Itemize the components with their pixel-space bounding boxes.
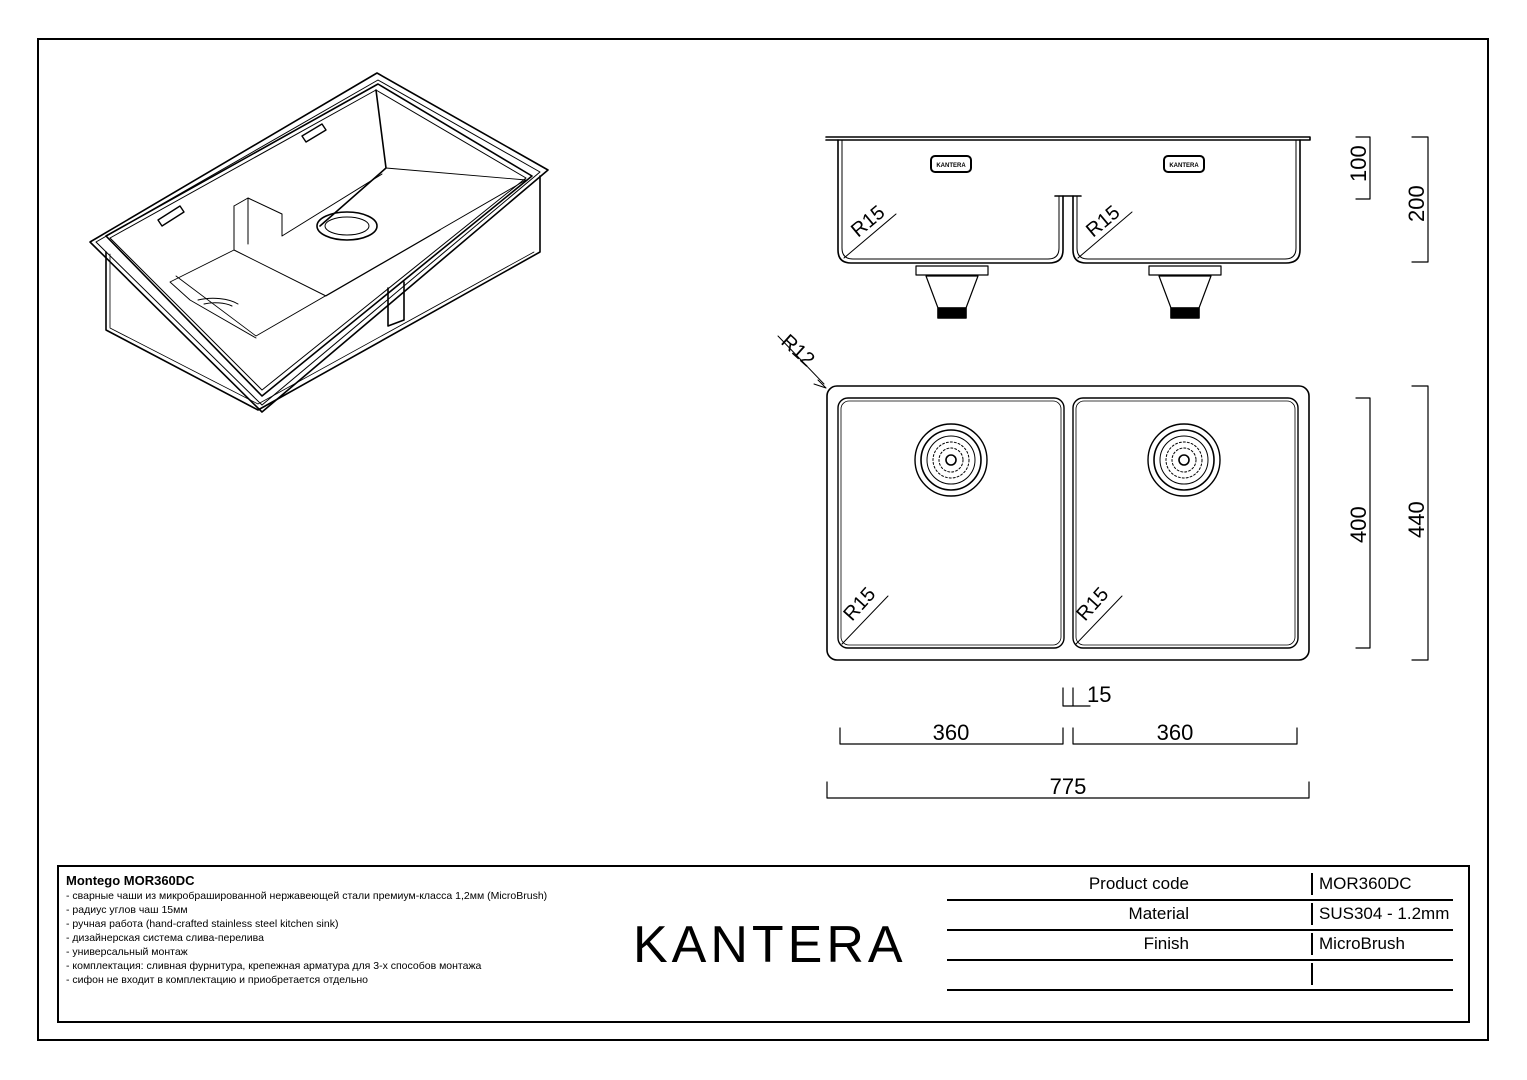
- title-block: [57, 865, 1470, 1023]
- top-plan-view: [778, 336, 1428, 798]
- badge-left-label: KANTERA: [936, 163, 966, 169]
- feature-list: [66, 889, 626, 987]
- feature-item: - ручная работа (hand-crafted stainless steel kitchen sink): [66, 918, 339, 930]
- badge-right-label: KANTERA: [1169, 163, 1199, 169]
- dim-total-width: 775: [1049, 774, 1087, 799]
- property-separator: [1311, 933, 1313, 955]
- feature-item: - дизайнерская система слива-перелива: [66, 932, 264, 944]
- dim-side-total-depth: 200: [1404, 185, 1429, 222]
- property-separator: [1311, 963, 1313, 985]
- property-table: [947, 871, 1453, 991]
- property-value: MOR360DC: [1319, 874, 1412, 893]
- radius-label-outer: R12: [776, 330, 819, 372]
- property-row-finish: [947, 931, 1453, 961]
- dim-bowl-left-width: 360: [932, 720, 970, 745]
- side-section-view: [826, 137, 1428, 318]
- feature-item: - комплектация: сливная фурнитура, крепежная арматура для 3-х способов монтажа: [66, 960, 482, 972]
- feature-item: - сварные чаши из микробрашированной нержавеющей стали премиум-класса 1,2мм (MicroBrush): [66, 890, 548, 902]
- property-label: Product code: [1088, 874, 1189, 893]
- radius-label-bowl-right: R15: [1072, 583, 1114, 626]
- feature-item: - радиус углов чаш 15мм: [66, 904, 188, 916]
- dim-divider-width: 15: [1087, 682, 1112, 707]
- dim-top-total-depth: 440: [1404, 501, 1429, 538]
- property-rule: [947, 989, 1453, 991]
- dim-top-bowl-depth: 400: [1346, 506, 1371, 543]
- side-badges: [936, 163, 1199, 169]
- isometric-sink-view: [90, 73, 548, 412]
- property-value: MicroBrush: [1319, 934, 1405, 953]
- property-row-product-code: [947, 871, 1453, 901]
- product-description: [66, 873, 626, 987]
- product-model: Montego MOR360DC: [66, 873, 195, 888]
- radius-label-bowl-left: R15: [839, 583, 881, 626]
- feature-item: - универсальный монтаж: [66, 946, 188, 958]
- radius-label-side-left: R15: [847, 201, 890, 242]
- kantera-logo: KANTERA: [633, 916, 907, 974]
- property-separator: [1311, 903, 1313, 925]
- property-label: Material: [1128, 904, 1189, 923]
- property-row-material: [947, 901, 1453, 931]
- property-separator: [1311, 873, 1313, 895]
- radius-label-side-right: R15: [1082, 201, 1125, 242]
- property-label: Finish: [1143, 934, 1189, 953]
- feature-item: - сифон не входит в комплектацию и приобретается отдельно: [66, 974, 368, 986]
- dim-side-bowl-depth: 100: [1346, 145, 1371, 182]
- property-row-empty: [947, 961, 1453, 991]
- dim-bowl-right-width: 360: [1156, 720, 1194, 745]
- property-value: SUS304 - 1.2mm: [1319, 904, 1450, 923]
